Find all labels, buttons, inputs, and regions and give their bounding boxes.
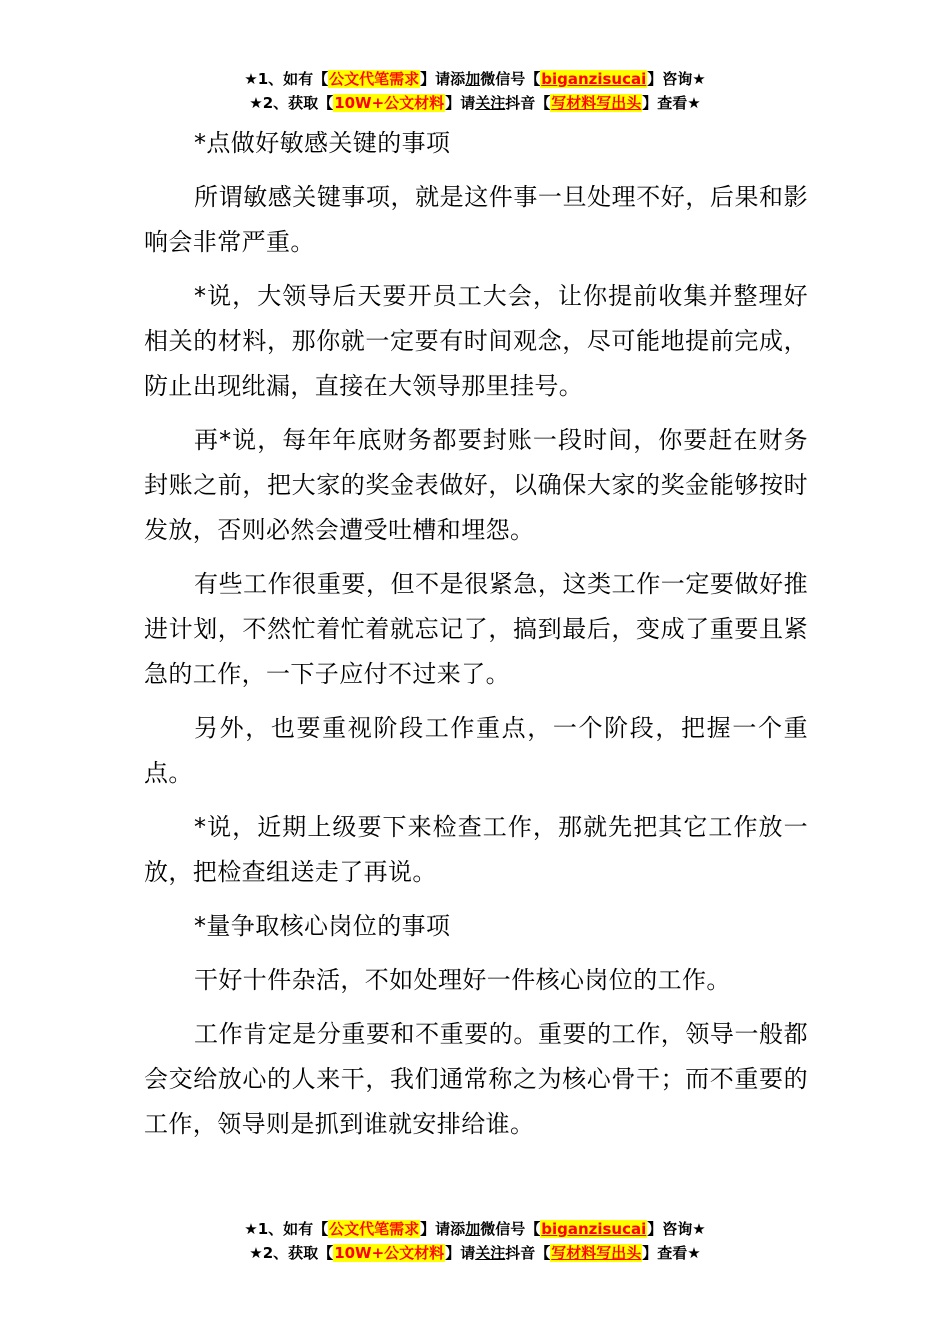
footer-line-1 bbox=[0, 1217, 950, 1241]
header-highlight-douyin-account: 写材料写出头 bbox=[551, 94, 642, 112]
document-body bbox=[144, 121, 808, 1156]
paragraph: 工作肯定是分重要和不重要的。重要的工作，领导一般都会交给放心的人来干，我们通常称之为核心骨干；而不重要的工作，领导则是抓到谁就安排给谁。 bbox=[144, 1020, 808, 1138]
paragraph: 再*说，每年年底财务都要封账一段时间，你要赶在财务封账之前，把大家的奖金表做好，以确保大家的奖金能够按时发放，否则必然会遭受吐槽和埋怨。 bbox=[144, 426, 808, 544]
footer-line-2-douyin-label: 抖音【 bbox=[505, 1244, 551, 1262]
footer-line-2-prefix: ★2、获取【 bbox=[249, 1244, 334, 1262]
header-line-1-suffix: 】咨询★ bbox=[647, 70, 706, 88]
header-highlight-materials: 10W+公文材料 bbox=[334, 94, 445, 112]
header-highlight-wechat-id: biganzisucai bbox=[541, 70, 647, 88]
header-line-2-text: 】请 bbox=[445, 94, 476, 112]
footer-underline-follow: 关注 bbox=[475, 1244, 506, 1262]
paragraph: *说，近期上级要下来检查工作，那就先把其它工作放一放，把检查组送走了再说。 bbox=[144, 813, 808, 886]
header-line-1-text: 】请添 bbox=[420, 70, 466, 88]
footer-highlight-douyin-account: 写材料写出头 bbox=[551, 1244, 642, 1262]
footer-line-1-suffix: 】咨询★ bbox=[647, 1220, 706, 1238]
header-line-2-douyin-label: 抖音【 bbox=[505, 94, 551, 112]
header-underline-add: 加 bbox=[465, 70, 481, 88]
footer-banner bbox=[0, 1217, 950, 1265]
footer-highlight-wechat-id: biganzisucai bbox=[541, 1220, 647, 1238]
footer-line-1-wechat-label: 微信号【 bbox=[480, 1220, 541, 1238]
header-highlight-ghostwriting: 公文代笔需求 bbox=[329, 70, 420, 88]
footer-line-2-suffix: 】查看★ bbox=[642, 1244, 701, 1262]
paragraph-heading-core-positions: *量争取核心岗位的事项 bbox=[194, 912, 451, 940]
header-line-1 bbox=[0, 67, 950, 91]
footer-highlight-materials: 10W+公文材料 bbox=[334, 1244, 445, 1262]
header-line-1-wechat-label: 微信号【 bbox=[480, 70, 541, 88]
header-line-2-suffix: 】查看★ bbox=[642, 94, 701, 112]
paragraph: *说，大领导后天要开员工大会，让你提前收集并整理好相关的材料，那你就一定要有时间观念，尽可能地提前完成，防止出现纰漏，直接在大领导那里挂号。 bbox=[144, 282, 808, 400]
paragraph-heading-sensitive-matters: *点做好敏感关键的事项 bbox=[194, 129, 451, 157]
paragraph: 所谓敏感关键事项，就是这件事一旦处理不好，后果和影响会非常严重。 bbox=[144, 183, 808, 256]
footer-line-2-text: 】请 bbox=[445, 1244, 476, 1262]
paragraph: 干好十件杂活，不如处理好一件核心岗位的工作。 bbox=[194, 966, 731, 994]
paragraph: 另外，也要重视阶段工作重点，一个阶段，把握一个重点。 bbox=[144, 714, 808, 787]
header-underline-follow: 关注 bbox=[475, 94, 506, 112]
footer-highlight-ghostwriting: 公文代笔需求 bbox=[329, 1220, 420, 1238]
paragraph: 有些工作很重要，但不是很紧急，这类工作一定要做好推进计划，不然忙着忙着就忘记了，搞到最后，变成了重要且紧急的工作，一下子应付不过来了。 bbox=[144, 570, 808, 688]
header-line-2-prefix: ★2、获取【 bbox=[249, 94, 334, 112]
header-line-1-prefix: ★1、如有【 bbox=[244, 70, 329, 88]
footer-line-1-text: 】请添 bbox=[420, 1220, 466, 1238]
header-line-2 bbox=[0, 91, 950, 115]
footer-underline-add: 加 bbox=[465, 1220, 481, 1238]
header-banner bbox=[0, 67, 950, 115]
footer-line-2 bbox=[0, 1241, 950, 1265]
footer-line-1-prefix: ★1、如有【 bbox=[244, 1220, 329, 1238]
